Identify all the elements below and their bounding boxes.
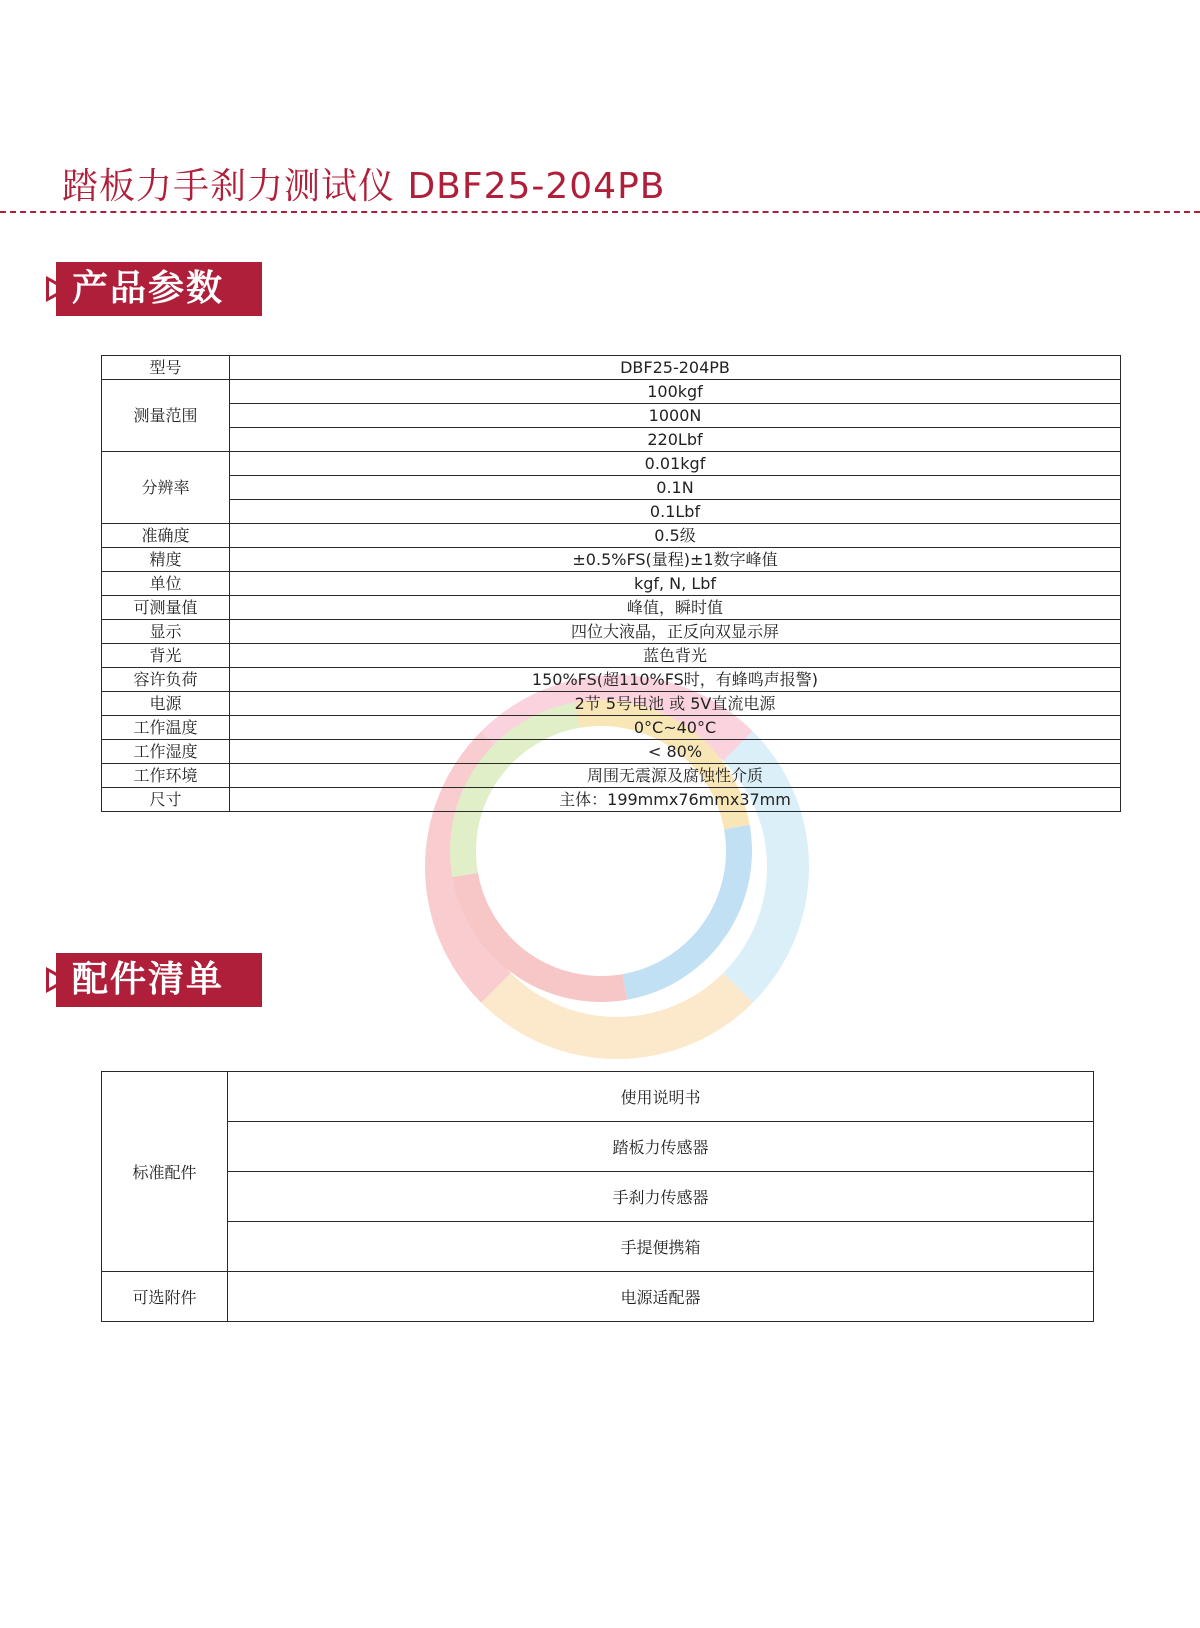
page-title: 踏板力手刹力测试仪 DBF25-204PB <box>62 166 666 207</box>
row-value: 手提便携箱 <box>228 1222 1094 1272</box>
row-label: 工作湿度 <box>102 740 230 764</box>
table-row <box>102 692 1121 716</box>
row-value: 手刹力传感器 <box>228 1172 1094 1222</box>
table-row <box>102 620 1121 644</box>
row-value: 0.1Lbf <box>230 500 1121 524</box>
table-row <box>102 1272 1094 1322</box>
table-row <box>102 476 1121 500</box>
spec-table <box>101 355 1121 812</box>
row-label: 显示 <box>102 620 230 644</box>
table-row <box>102 404 1121 428</box>
section-label: 配件清单 <box>56 953 262 1007</box>
row-label: 工作温度 <box>102 716 230 740</box>
row-label: 可选附件 <box>102 1272 228 1322</box>
row-value: 0.01kgf <box>230 452 1121 476</box>
title-dashed-divider <box>0 211 1200 213</box>
row-value: 2节 5号电池 或 5V直流电源 <box>230 692 1121 716</box>
row-label: 型号 <box>102 356 230 380</box>
table-row <box>102 428 1121 452</box>
table-row <box>102 740 1121 764</box>
row-value: ±0.5%FS(量程)±1数字峰值 <box>230 548 1121 572</box>
table-row <box>102 596 1121 620</box>
row-label: 单位 <box>102 572 230 596</box>
accessory-table <box>101 1071 1094 1322</box>
row-value: 峰值，瞬时值 <box>230 596 1121 620</box>
row-label: 测量范围 <box>102 380 230 452</box>
table-row <box>102 788 1121 812</box>
table-row <box>102 1222 1094 1272</box>
row-value: 踏板力传感器 <box>228 1122 1094 1172</box>
row-value: 1000N <box>230 404 1121 428</box>
table-row <box>102 1072 1094 1122</box>
row-label: 电源 <box>102 692 230 716</box>
row-value: 周围无震源及腐蚀性介质 <box>230 764 1121 788</box>
table-row <box>102 1122 1094 1172</box>
row-value: 电源适配器 <box>228 1272 1094 1322</box>
table-row <box>102 524 1121 548</box>
row-label: 分辨率 <box>102 452 230 524</box>
row-value: < 80% <box>230 740 1121 764</box>
table-row <box>102 668 1121 692</box>
row-value: 0.5级 <box>230 524 1121 548</box>
row-value: DBF25-204PB <box>230 356 1121 380</box>
table-row <box>102 644 1121 668</box>
row-label: 尺寸 <box>102 788 230 812</box>
row-value: 150%FS(超110%FS时，有蜂鸣声报警) <box>230 668 1121 692</box>
table-row <box>102 764 1121 788</box>
table-row <box>102 1172 1094 1222</box>
row-label: 背光 <box>102 644 230 668</box>
row-label: 标准配件 <box>102 1072 228 1272</box>
table-row <box>102 380 1121 404</box>
row-label: 可测量值 <box>102 596 230 620</box>
row-label: 准确度 <box>102 524 230 548</box>
table-row <box>102 500 1121 524</box>
section-label: 产品参数 <box>56 262 262 316</box>
row-value: kgf, N, Lbf <box>230 572 1121 596</box>
row-value: 0.1N <box>230 476 1121 500</box>
table-row <box>102 716 1121 740</box>
table-row <box>102 356 1121 380</box>
row-value: 主体：199mmx76mmx37mm <box>230 788 1121 812</box>
row-value: 0°C~40°C <box>230 716 1121 740</box>
row-label: 工作环境 <box>102 764 230 788</box>
row-value: 蓝色背光 <box>230 644 1121 668</box>
table-row <box>102 548 1121 572</box>
row-label: 精度 <box>102 548 230 572</box>
table-row <box>102 452 1121 476</box>
row-value: 220Lbf <box>230 428 1121 452</box>
row-label: 容许负荷 <box>102 668 230 692</box>
row-value: 四位大液晶，正反向双显示屏 <box>230 620 1121 644</box>
row-value: 使用说明书 <box>228 1072 1094 1122</box>
row-value: 100kgf <box>230 380 1121 404</box>
table-row <box>102 572 1121 596</box>
